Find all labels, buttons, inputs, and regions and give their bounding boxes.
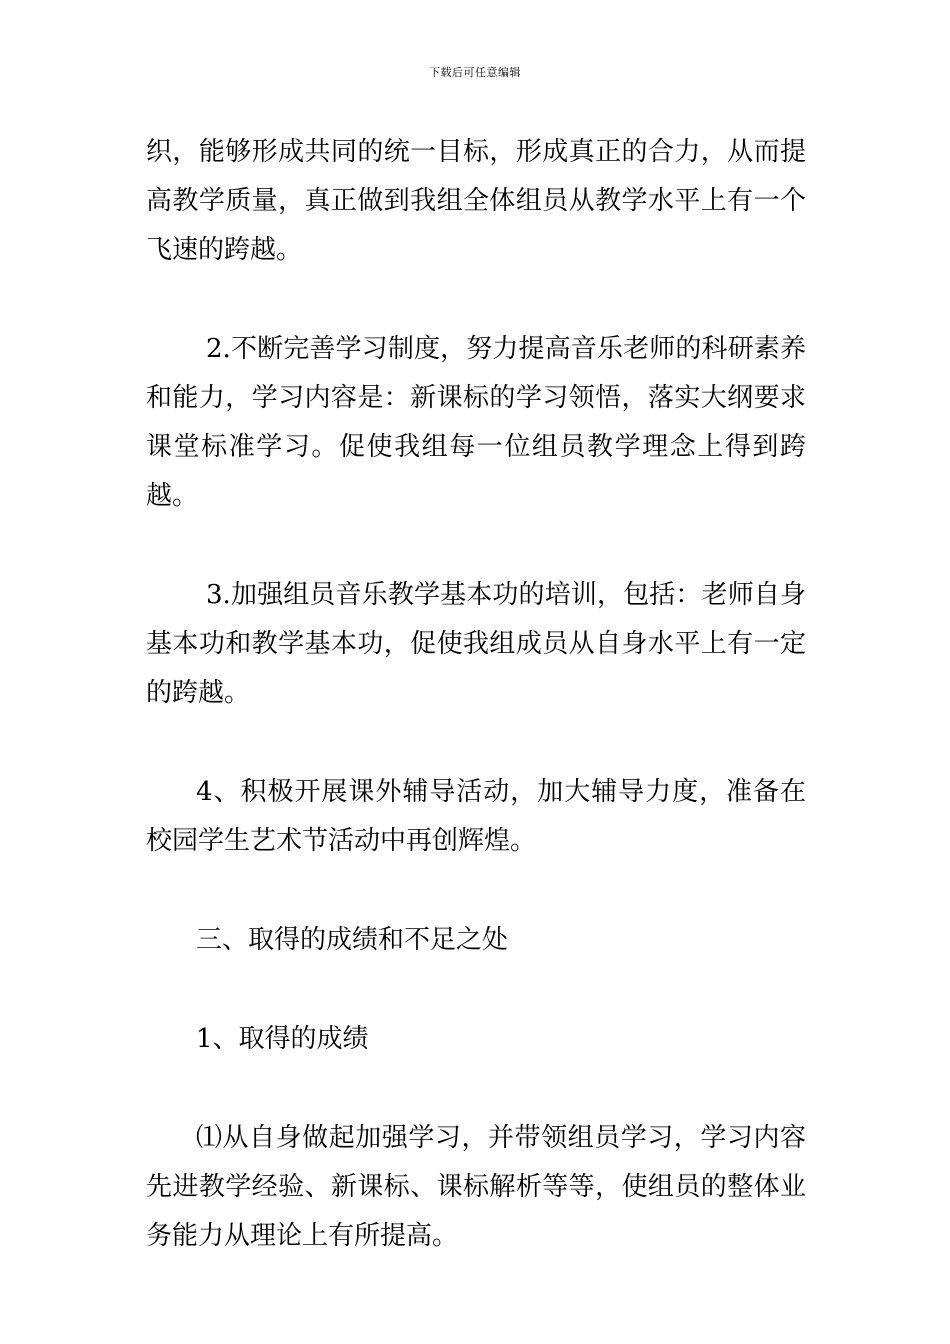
subheading-achievements: 1、取得的成绩 [196, 1024, 369, 1054]
paragraph-goal-continuation: 织，能够形成共同的统一目标，形成真正的合力，从而提高教学质量，真正做到我组全体组员从教学水平上有一个飞速的跨越。 [146, 137, 806, 265]
section-heading-achievements: 三、取得的成绩和不足之处 [196, 925, 509, 955]
paragraph-item-3: 3.加强组员音乐教学基本功的培训，包括：老师自身基本功和教学基本功，促使我组成员从自身水平上有一定的跨越。 [146, 580, 806, 708]
paragraph-gap [146, 866, 806, 916]
paragraph-item-2: 2.不断完善学习制度，努力提高音乐老师的科研素养和能力，学习内容是：新课标的学习领悟，落实大纲要求课堂标准学习。促使我组每一位组员教学理念上得到跨越。 [146, 334, 806, 511]
paragraph-item-4: 4、积极开展课外辅导活动，加大辅导力度，准备在校园学生艺术节活动中再创辉煌。 [146, 777, 806, 856]
paragraph-achievement-1: ⑴从自身做起加强学习，并带领组员学习，学习内容先进教学经验、新课标、课标解析等等，使组员的整体业务能力从理论上有所提高。 [146, 1123, 806, 1251]
paragraph-gap [146, 965, 806, 1015]
paragraph-gap [146, 521, 806, 571]
paragraph-gap [146, 275, 806, 325]
document-body [146, 128, 806, 1261]
paragraph-gap [146, 1064, 806, 1114]
paragraph-gap [146, 718, 806, 768]
page-header: 下载后可任意编辑 [429, 66, 521, 79]
